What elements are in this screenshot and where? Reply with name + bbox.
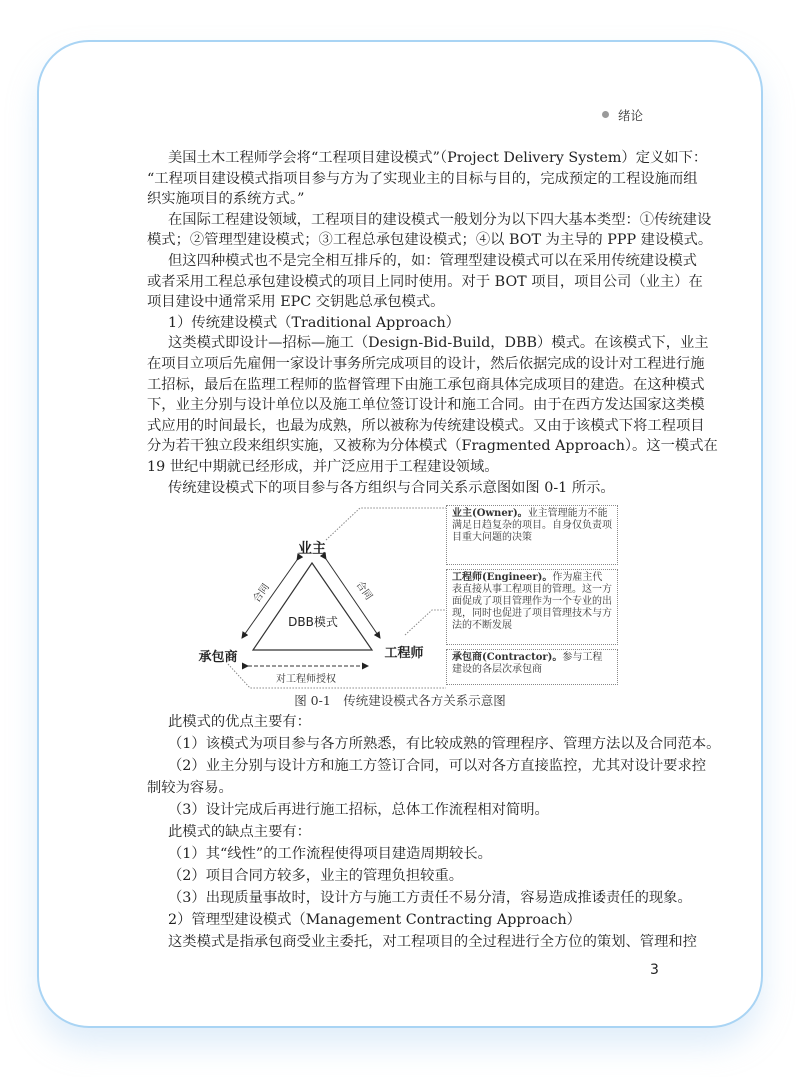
text-line: 此模式的缺点主要有： [168, 824, 311, 840]
text-line: 织实施项目的系统方式。” [147, 191, 305, 208]
owner-note-text: 业主管理能力不能满足日趋复杂的项目。自身仅负责项目重大问题的决策 [452, 508, 612, 543]
text-line: 美国土木工程师学会将“工程项目建设模式”（Project Delivery System）定义如下： [168, 150, 708, 166]
text-line: 在国际工程建设领域，工程项目的建设模式一般划分为以下四大基本类型：①传统建设 [168, 211, 712, 228]
owner-leader-line [326, 508, 446, 540]
text-line: 或者采用工程总承包建设模式的项目上同时使用。对于 BOT 项目，项目公司（业主）在 [147, 273, 703, 290]
text-line: 项目建设中通常采用 EPC 交钥匙总承包模式。 [147, 294, 445, 311]
text-line: 但这四种模式也不是完全相互排斥的，如：管理型建设模式可以在采用传统建设模式 [168, 252, 697, 269]
owner-note [446, 505, 618, 565]
dbb-triangle [253, 563, 372, 650]
authorization-label: 对工程师授权 [276, 674, 336, 685]
text-line: 在项目立项后先雇佣一家设计事务所完成项目的设计，然后依据完成的设计对工程进行施 [147, 355, 705, 372]
dbb-mode-label: DBB模式 [288, 615, 338, 629]
page-number: 3 [650, 962, 659, 978]
engineer-label: 工程师 [384, 646, 424, 661]
text-line: 式应用的时间最长，也最为成熟，所以被称为传统建设模式。又由于该模式下将工程项目 [147, 417, 705, 434]
owner-label: 业主 [298, 541, 326, 557]
text-line: 19 世纪中期就已经形成，并广泛应用于工程建设领域。 [147, 458, 499, 475]
figure-caption: 图 0-1 传统建设模式各方关系示意图 [294, 693, 506, 708]
text-line: 模式；②管理型建设模式；③工程总承包建设模式；④以 BOT 为主导的 PPP 建设模式。 [147, 232, 713, 249]
text-line: 传统建设模式下的项目参与各方组织与合同关系示意图如图 0-1 所示。 [168, 479, 615, 496]
text-line: 分为若干独立段来组织实施，又被称为分体模式（Fragmented Approach）。这一模式在 [147, 438, 718, 455]
contract-label-right: 合同 [353, 579, 375, 603]
text-line: 此模式的优点主要有： [168, 714, 311, 730]
body-text-bottom [147, 711, 721, 953]
engineer-note-text: 作为雇主代表直接从事工程项目的管理。这一方面促成了项目管理作为一个专业的出现，同时也促进了项目管理技术与方法的不断发展 [452, 572, 612, 631]
text-line: 2）管理型建设模式（Management Contracting Approach） [168, 912, 581, 928]
contractor-leader-line [228, 664, 446, 688]
text-line: 制较为容易。 [147, 780, 233, 796]
owner-note-title: 业主(Owner)。 [452, 508, 528, 519]
contractor-label: 承包商 [198, 650, 238, 665]
text-line: 这类模式是指承包商受业主委托，对工程项目的全过程进行全方位的策划、管理和控 [168, 934, 697, 950]
contractor-note-text: 参与工程建设的各层次承包商 [452, 652, 603, 675]
text-line: （3）出现质量事故时，设计方与施工方责任不易分清，容易造成推诿责任的现象。 [168, 890, 692, 906]
engineer-note [446, 569, 618, 645]
text-line: “工程项目建设模式指项目参与方为了实现业主的目标与目的，完成预定的工程设施而组 [147, 170, 698, 187]
contractor-note-title: 承包商(Contractor)。 [452, 652, 563, 663]
contractor-note [446, 649, 618, 685]
engineer-note-title: 工程师(Engineer)。 [452, 572, 553, 583]
text-line: 这类模式即设计—招标—施工（Design-Bid-Build，DBB）模式。在该模式下，业主 [168, 335, 709, 352]
contract-label-left: 合同 [251, 582, 272, 605]
text-line: （2）项目合同方较多，业主的管理负担较重。 [168, 868, 464, 884]
text-line: （1）该模式为项目参与各方所熟悉，有比较成熟的管理程序、管理方法以及合同范本。 [168, 736, 721, 752]
text-line: 1）传统建设模式（Traditional Approach） [168, 314, 460, 331]
section-title: 绪论 [618, 108, 644, 123]
text-line: （1）其“线性”的工作流程使得项目建造周期较长。 [168, 846, 492, 862]
text-line: 工招标，最后在监理工程师的监督管理下由施工承包商具体完成项目的建造。在这种模式 [147, 376, 705, 393]
text-line: （3）设计完成后再进行施工招标，总体工作流程相对简明。 [168, 802, 549, 818]
text-line: 下，业主分别与设计单位以及施工单位签订设计和施工合同。由于在西方发达国家这类模 [147, 397, 705, 414]
text-line: （2）业主分别与设计方和施工方签订合同，可以对各方直接监控，尤其对设计要求控 [168, 758, 707, 774]
engineer-leader-line [405, 610, 446, 635]
